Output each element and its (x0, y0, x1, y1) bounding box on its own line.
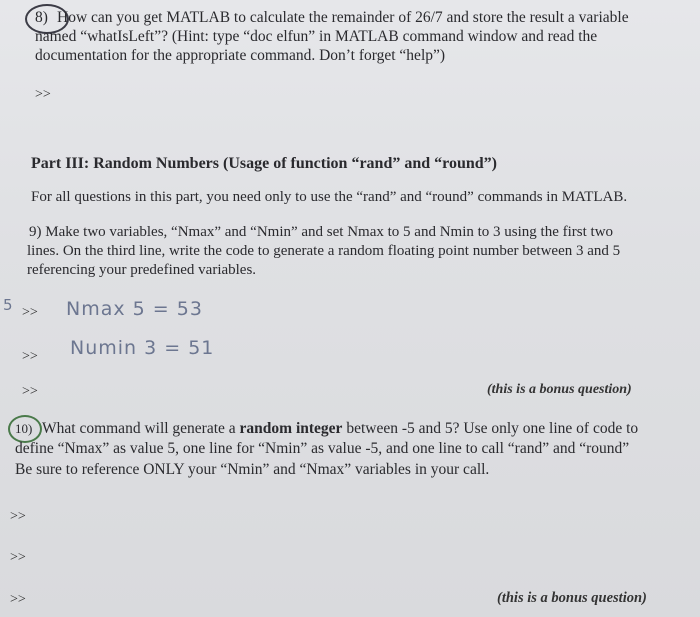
question-8-line-3: documentation for the appropriate command. Don’t forget “help”) (35, 47, 446, 64)
question-10-prompt-2: >> (10, 550, 26, 565)
question-9-handwritten-answer-2: Numin 3 = 51 (70, 337, 215, 359)
question-10-bonus-note: (this is a bonus question) (497, 590, 647, 606)
question-9-line-3: referencing your predefined variables. (27, 262, 257, 278)
question-9-handwritten-answer-1: Nmax 5 = 53 (66, 298, 203, 320)
part-3-intro: For all questions in this part, you need only to use the “rand” and “round” commands in MATLAB. (31, 189, 628, 205)
question-10-prompt-3: >> (10, 592, 26, 607)
question-10-line-1-end: between -5 and 5? Use only one line of code to (342, 420, 639, 437)
question-10-line-3: Be sure to reference ONLY your “Nmin” and “Nmax” variables in your call. (15, 461, 490, 478)
question-10-number: 10) (15, 421, 33, 436)
question-10-random-integer-emphasis: random integer (239, 420, 343, 437)
question-8-line-2: named “whatIsLeft”? (Hint: type “doc elfun” in MATLAB command window and read the (35, 28, 598, 45)
part-3-heading: Part III: Random Numbers (Usage of function “rand” and “round”) (31, 155, 497, 172)
question-9-prompt-2: >> (22, 349, 38, 364)
question-10-prompt-1: >> (10, 509, 26, 524)
margin-mark: 5 (3, 296, 14, 314)
question-10-line-2: define “Nmax” as value 5, one line for “Nmin” as value -5, and one line to call “rand” and “round” (15, 440, 630, 457)
question-9-line-1: 9) Make two variables, “Nmax” and “Nmin” and set Nmax to 5 and Nmin to 3 using the first two (29, 224, 614, 240)
question-10-line-1 (42, 420, 638, 438)
question-8-number: 8) (35, 9, 48, 26)
question-9-bonus-note: (this is a bonus question) (487, 382, 632, 397)
question-8-prompt: >> (35, 87, 51, 102)
question-9-prompt-3: >> (22, 384, 38, 399)
question-10-line-1-start: What command will generate a (42, 420, 240, 437)
question-9-line-2: lines. On the third line, write the code to generate a random floating point number between 3 and 5 (27, 243, 621, 259)
question-8-line-1: How can you get MATLAB to calculate the remainder of 26/7 and store the result a variable (57, 9, 629, 26)
question-9-prompt-1: >> (22, 305, 38, 320)
